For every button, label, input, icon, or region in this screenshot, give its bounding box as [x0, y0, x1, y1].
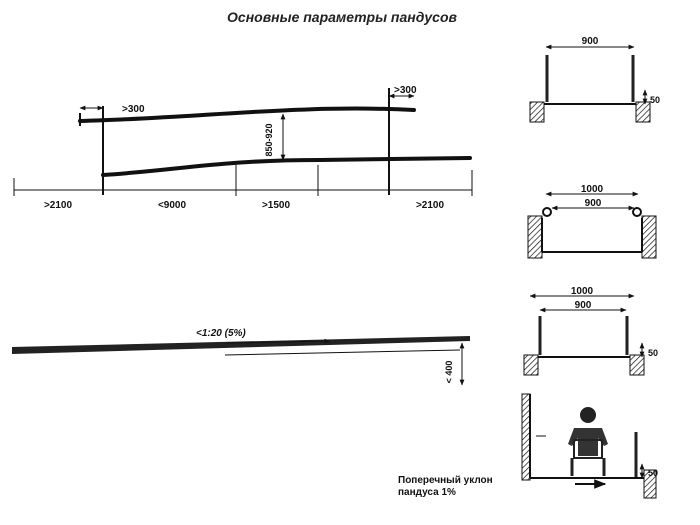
section-a-right-ground	[636, 102, 650, 122]
section-b-right-wall	[642, 216, 656, 258]
wheelchair-user-icon	[568, 407, 608, 476]
page-title: Основные параметры пандусов	[227, 9, 457, 25]
section-b-outer: 1000	[580, 184, 604, 195]
section-b-left-wall	[528, 216, 542, 258]
cross-slope-note-line2: пандуса 1%	[398, 487, 456, 498]
cross-slope-note-line1: Поперечный уклон	[398, 475, 493, 486]
rail-height-label: 850-920	[264, 123, 274, 157]
section-a-left-ground	[530, 102, 544, 122]
section-c	[524, 286, 658, 375]
section-d-wall	[522, 394, 530, 480]
dim-ramp-run: <9000	[157, 200, 187, 211]
section-d	[398, 394, 658, 498]
ramp-ground-line	[225, 350, 460, 355]
dim-landing-left: >2100	[43, 200, 73, 211]
section-b-left-handrail	[543, 208, 551, 216]
ramp-profile-view	[12, 328, 470, 385]
section-c-curb: 50	[648, 348, 659, 358]
plan-lower-rail	[103, 158, 470, 175]
section-c-left-ground	[524, 355, 538, 375]
section-a-curb: 50	[650, 95, 661, 105]
dim-mid-landing: >1500	[261, 200, 291, 211]
section-a-width: 900	[581, 36, 599, 47]
offset-right-label: >300	[394, 85, 417, 96]
section-a	[530, 36, 660, 122]
section-c-inner: 900	[574, 300, 592, 311]
section-b	[528, 184, 656, 258]
offset-left-label: >300	[122, 104, 145, 115]
dim-landing-right: >2100	[415, 200, 445, 211]
ramp-plan-view	[14, 85, 472, 211]
section-c-right-ground	[630, 355, 644, 375]
slope-label: <1:20 (5%)	[196, 328, 246, 339]
rise-label: < 400	[444, 360, 454, 384]
section-c-outer: 1000	[570, 286, 594, 297]
section-b-inner: 900	[584, 198, 602, 209]
section-b-right-handrail	[633, 208, 641, 216]
section-d-curb: 50	[648, 468, 659, 478]
